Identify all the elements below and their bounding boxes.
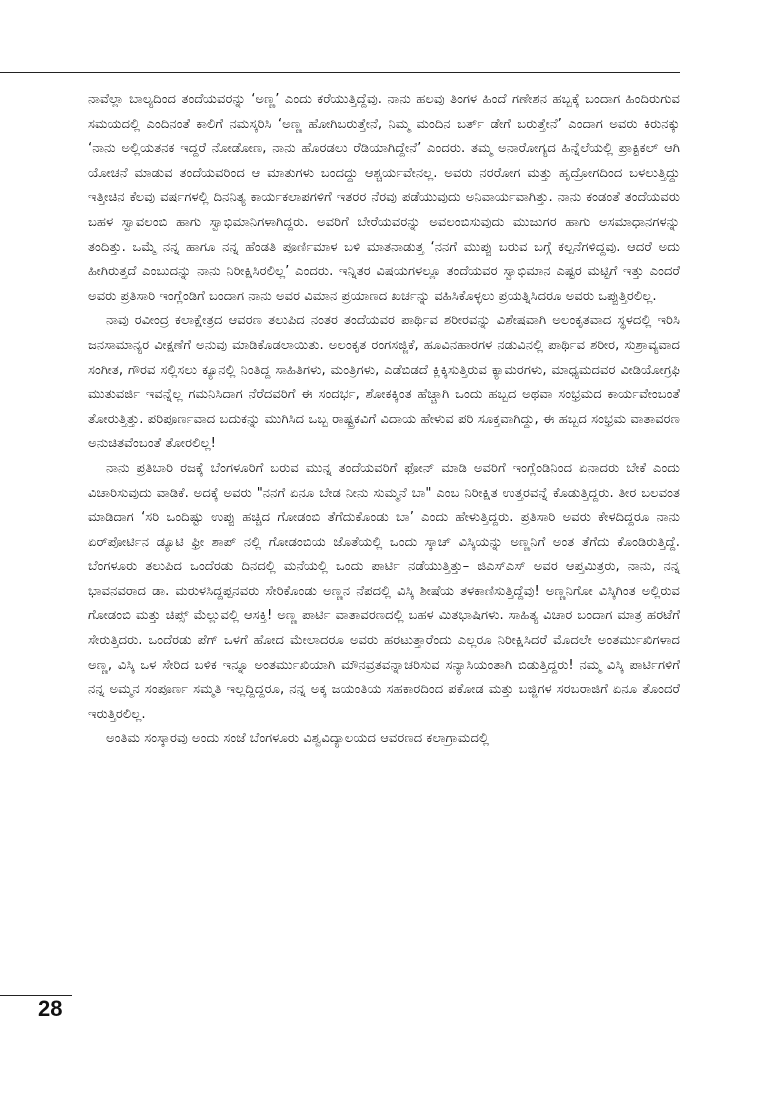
paragraph-1: ನಾವೆಲ್ಲಾ ಬಾಲ್ಯದಿಂದ ತಂದೆಯವರನ್ನು ‘ಅಣ್ಣ’ ಎಂದು ಕರೆಯುತ್ತಿದ್ದೆವು. ನಾನು ಹಲವು ತಿಂಗಳ ಹಿಂದೆ ಗಣೇಶನ ಹಬ್ಬಕ್ಕೆ ಬಂದಾಗ ಹಿಂದಿರುಗುವ ಸಮಯದಲ್ಲಿ ಎಂದಿನಂತೆ ಕಾಲಿಗೆ ನಮಸ್ಕರಿಸಿ ‘ಅಣ್ಣ ಹೋಗಿಬರುತ್ತೇನೆ, ನಿಮ್ಮ ಮಂದಿನ ಬರ್ತ್ ಡೇಗೆ ಬರುತ್ತೇನೆ’ ಎಂದಾಗ ಅವರು ಕಿರುನಕ್ಕು ‘ನಾನು ಅಲ್ಲಿಯತನಕ ಇದ್ದರೆ ನೋಡೋಣ, ನಾನು ಹೊರಡಲು ರೆಡಿಯಾಗಿದ್ದೇನೆ’ ಎಂದರು. ತಮ್ಮ ಅನಾರೋಗ್ಯದ ಹಿನ್ನೆಲೆಯಲ್ಲಿ ಪ್ರಾಕ್ಟಿಕಲ್ ಆಗಿ ಯೋಚನೆ ಮಾಡುವ ತಂದೆಯವರಿಂದ ಆ ಮಾತುಗಳು ಬಂದದ್ದು ಆಶ್ಚರ್ಯವೇನಲ್ಲ. ಅವರು ನರರೋಗ ಮತ್ತು ಹೃದ್ರೋಗದಿಂದ ಬಳಲುತ್ತಿದ್ದು ಇತ್ತೀಚಿನ ಕೆಲವು ವರ್ಷಗಳಲ್ಲಿ ದಿನನಿತ್ಯ ಕಾರ್ಯಕಲಾಪಗಳಿಗೆ ಇತರರ ನೆರವು ಪಡೆಯುವುದು ಅನಿವಾರ್ಯವಾಗಿತ್ತು. ನಾನು ಕಂಡಂತೆ ತಂದೆಯವರು ಬಹಳ ಸ್ವಾವಲಂಬಿ ಹಾಗು ಸ್ವಾಭಿಮಾನಿಗಳಾಗಿದ್ದರು. ಅವರಿಗೆ ಬೇರೆಯವರನ್ನು ಅವಲಂಬಿಸುವುದು ಮುಜುಗರ ಹಾಗು ಅಸಮಾಧಾನಗಳನ್ನು ತಂದಿತ್ತು. ಒಮ್ಮೆ ನನ್ನ ಹಾಗೂ ನನ್ನ ಹೆಂಡತಿ ಪೂರ್ಣಿಮಾಳ ಬಳಿ ಮಾತನಾಡುತ್ತ ‘ನನಗೆ ಮುಪ್ಪು ಬರುವ ಬಗ್ಗೆ ಕಲ್ಪನೆಗಳಿದ್ದವು. ಆದರೆ ಅದು ಹೀಗಿರುತ್ತದೆ ಎಂಬುದನ್ನು ನಾನು ನಿರೀಕ್ಷಿಸಿರಲಿಲ್ಲ’ ಎಂದರು. ಇನ್ನಿತರ ವಿಷಯಗಳಲ್ಲೂ ತಂದೆಯವರ ಸ್ವಾಭಿಮಾನ ಎಷ್ಟರ ಮಟ್ಟಿಗೆ ಇತ್ತು ಎಂದರೆ ಅವರು ಪ್ರತಿಸಾರಿ ಇಂಗ್ಲೆಂಡಿಗೆ ಬಂದಾಗ ನಾನು ಅವರ ವಿಮಾನ ಪ್ರಯಾಣದ ಖರ್ಚನ್ನು ವಹಿಸಿಕೊಳ್ಳಲು ಪ್ರಯತ್ನಿಸಿದರೂ ಅವರು ಒಪ್ಪುತ್ತಿರಲಿಲ್ಲ. bbox=[88, 92, 680, 304]
page-body bbox=[88, 88, 680, 752]
page-number: 28 bbox=[38, 996, 63, 1021]
paragraph-4: ಅಂತಿಮ ಸಂಸ್ಕಾರವು ಅಂದು ಸಂಜೆ ಬೆಂಗಳೂರು ವಿಶ್ವವಿದ್ಯಾಲಯದ ಆವರಣದ ಕಲಾಗ್ರಾಮದಲ್ಲಿ bbox=[106, 731, 489, 747]
paragraph-2: ನಾವು ರವೀಂದ್ರ ಕಲಾಕ್ಷೇತ್ರದ ಆವರಣ ತಲುಪಿದ ನಂತರ ತಂದೆಯವರ ಪಾರ್ಥಿವ ಶರೀರವನ್ನು ವಿಶೇಷವಾಗಿ ಅಲಂಕೃತವಾದ ಸ್ಥಳದಲ್ಲಿ ಇರಿಸಿ ಜನಸಾಮಾನ್ಯರ ವೀಕ್ಷಣೆಗೆ ಅನುವು ಮಾಡಿಕೊಡಲಾಯಿತು. ಅಲಂಕೃತ ರಂಗಸಜ್ಜಿಕೆ, ಹೂವಿನಹಾರಗಳ ನಡುವಿನಲ್ಲಿ ಪಾರ್ಥಿವ ಶರೀರ, ಸುಶ್ರಾವ್ಯವಾದ ಸಂಗೀತ, ಗೌರವ ಸಲ್ಲಿಸಲು ಕ್ಯೂನಲ್ಲಿ ನಿಂತಿದ್ದ ಸಾಹಿತಿಗಳು, ಮಂತ್ರಿಗಳು, ಎಡೆಬಿಡದೆ ಕ್ಲಿಕ್ಕಿಸುತ್ತಿರುವ ಕ್ಯಾಮರಗಳು, ಮಾಧ್ಯಮದವರ ವೀಡಿಯೋಗ್ರಫಿ ಮುತುವರ್ಜಿ ಇವನ್ನೆಲ್ಲ ಗಮನಿಸಿದಾಗ ನೆರೆದವರಿಗೆ ಈ ಸಂದರ್ಭ, ಶೋಕಕ್ಕಿಂತ ಹೆಚ್ಚಾಗಿ ಒಂದು ಹಬ್ಬದ ಅಥವಾ ಸಂಭ್ರಮದ ಕಾರ್ಯವೇಂಬಂತೆ ತೋರುತ್ತಿತ್ತು. ಪರಿಪೂರ್ಣವಾದ ಬದುಕನ್ನು ಮುಗಿಸಿದ ಒಬ್ಬ ರಾಷ್ಟ್ರಕವಿಗೆ ವಿದಾಯ ಹೇಳುವ ಪರಿ ಸೂಕ್ತವಾಗಿದ್ದು, ಈ ಹಬ್ಬದ ಸಂಭ್ರಮ ವಾತಾವರಣ ಅನುಚಿತವೆಂಬಂತೆ ತೋರಲಿಲ್ಲ! bbox=[88, 313, 680, 452]
header-rule bbox=[0, 72, 680, 73]
paragraph-3: ನಾನು ಪ್ರತಿಬಾರಿ ರಜಕ್ಕೆ ಬೆಂಗಳೂರಿಗೆ ಬರುವ ಮುನ್ನ ತಂದೆಯವರಿಗೆ ಫೋನ್ ಮಾಡಿ ಅವರಿಗೆ ಇಂಗ್ಲೆಂಡಿನಿಂದ ಏನಾದರು ಬೇಕೆ ಎಂದು ವಿಚಾರಿಸುವುದು ವಾಡಿಕೆ. ಅದಕ್ಕೆ ಅವರು "ನನಗೆ ಏನೂ ಬೇಡ ನೀನು ಸುಮ್ಮನೆ ಬಾ" ಎಂಬ ನಿರೀಕ್ಷಿತ ಉತ್ತರವನ್ನೆ ಕೊಡುತ್ತಿದ್ದರು. ತೀರ ಬಲವಂತ ಮಾಡಿದಾಗ ‘ಸರಿ ಒಂದಿಷ್ಟು ಉಪ್ಪು ಹಚ್ಚಿದ ಗೋಡಂಬಿ ತೆಗೆದುಕೊಂಡು ಬಾ’ ಎಂದು ಹೇಳುತ್ತಿದ್ದರು. ಪ್ರತಿಸಾರಿ ಅವರು ಕೇಳದಿದ್ದರೂ ನಾನು ಏರ್‌ಪೋರ್ಟಿನ ಡ್ಯೂಟಿ ಫ್ರೀ ಶಾಪ್ ನಲ್ಲಿ ಗೋಡಂಬಿಯ ಜೊತೆಯಲ್ಲಿ ಒಂದು ಸ್ಕಾಚ್ ವಿಸ್ಕಿಯನ್ನು ಅಣ್ಣನಿಗೆ ಅಂತ ತೆಗೆದು ಕೊಂಡಿರುತ್ತಿದ್ದೆ. ಬೆಂಗಳೂರು ತಲುಪಿದ ಒಂದೆರಡು ದಿನದಲ್ಲಿ ಮನೆಯಲ್ಲಿ ಒಂದು ಪಾರ್ಟಿ ನಡೆಯುತ್ತಿತ್ತು– ಜಿಎಸ್‌ಎಸ್ ಅವರ ಆಪ್ತಮಿತ್ರರು, ನಾನು, ನನ್ನ ಭಾವನವರಾದ ಡಾ. ಮರುಳಸಿದ್ದಪ್ಪನವರು ಸೇರಿಕೊಂಡು ಅಣ್ಣನ ನೆಪದಲ್ಲಿ ವಿಸ್ಕಿ ಶೀಷೆಯ ತಳಕಾಣಿಸುತ್ತಿದ್ದೆವು! ಅಣ್ಣನಿಗೋ ವಿಸ್ಕಿಗಿಂತ ಅಲ್ಲಿರುವ ಗೋಡಂಬಿ ಮತ್ತು ಚಿಪ್ಸ್ ಮೆಲ್ಲುವಲ್ಲಿ ಆಸಕ್ತಿ! ಅಣ್ಣ ಪಾರ್ಟಿ ವಾತಾವರಣದಲ್ಲಿ ಬಹಳ ಮಿತಭಾಷಿಗಳು. ಸಾಹಿತ್ಯ ವಿಚಾರ ಬಂದಾಗ ಮಾತ್ರ ಹರಟೆಗೆ ಸೇರುತ್ತಿದರು. ಒಂದೆರಡು ಪೆಗ್ ಒಳಗೆ ಹೋದ ಮೇಲಾದರೂ ಅವರು ಹರಟುತ್ತಾರೆಂದು ಎಲ್ಲರೂ ನಿರೀಕ್ಷಿಸಿದರೆ ಮೊದಲೇ ಅಂತರ್ಮುಖಿಗಳಾದ ಅಣ್ಣ, ವಿಸ್ಕಿ ಒಳ ಸೇರಿದ ಬಳಿಕ ಇನ್ನೂ ಅಂತರ್ಮುಖಿಯಾಗಿ ಮೌನವ್ರತವನ್ನಾಚರಿಸುವ ಸನ್ಯಾಸಿಯಂತಾಗಿ ಬಿಡುತ್ತಿದ್ದರು! ನಮ್ಮ ವಿಸ್ಕಿ ಪಾರ್ಟಿಗಳಿಗೆ ನನ್ನ ಅಮ್ಮನ ಸಂಪೂರ್ಣ ಸಮ್ಮತಿ ಇಲ್ಲದ್ದಿದ್ದರೂ, ನನ್ನ ಅಕ್ಕ ಜಯಂತಿಯ ಸಹಕಾರದಿಂದ ಪಕೋಡ ಮತ್ತು ಬಜ್ಜಿಗಳ ಸರಬರಾಜಿಗೆ ಏನೂ ತೊಂದರೆ ಇರುತ್ತಿರಲಿಲ್ಲ. bbox=[88, 460, 680, 722]
